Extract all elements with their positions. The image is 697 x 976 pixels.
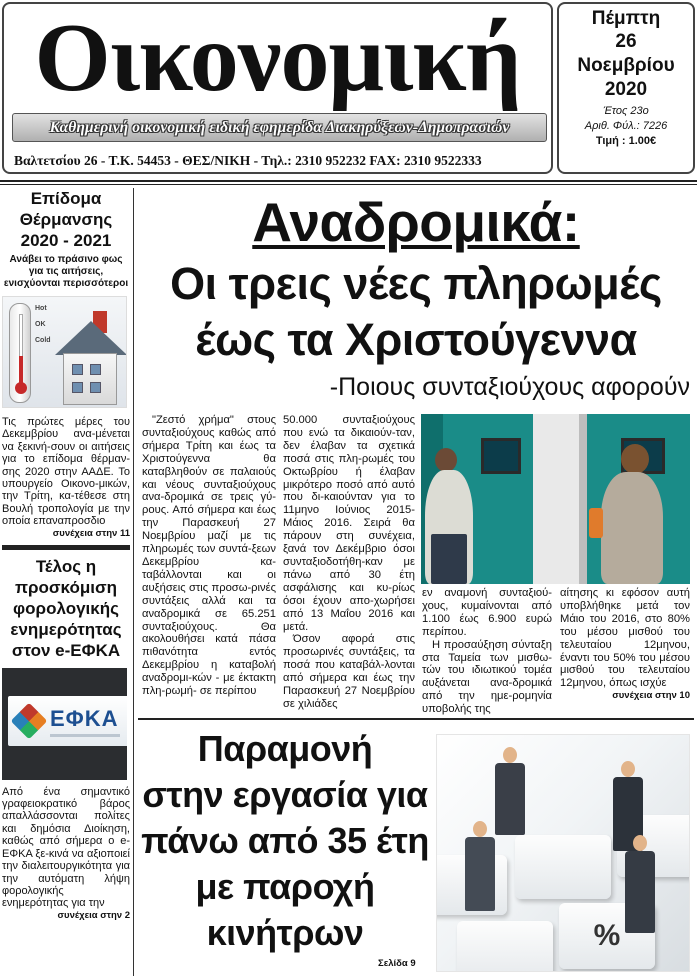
second-headline-line-3: πάνω από 35 έτη <box>141 820 429 861</box>
sidebar-story1-continued[interactable]: συνέχεια στην 11 <box>52 527 130 539</box>
sidebar-story1-text: Τις πρώτες μέρες του Δεκεμβρίου ανα-μένεται να ξεκινή-σουν οι αιτήσεις για το επίδομα θέρμαν-σης 2020 στην ΑΑΔΕ. Το υπουργείο Οικονο-μικών, την Τρίτη, κα-τέθεσε στη Βουλή τροπολογία με την οποία επαναπροσδιο <box>2 416 130 528</box>
house-roof-icon <box>55 321 127 355</box>
issue-date-box <box>557 2 695 174</box>
second-page-ref[interactable]: Σελίδα 9 <box>378 958 416 969</box>
lead-column-4 <box>560 587 690 703</box>
sidebar-story2-text: Από ένα σημαντικό γραφειοκρατικό βάρος απαλλάσσονται πολίτες και δημόσια Διοίκηση, καθώς από σήμερα ο e-ΕΦΚΑ ξε-κινά να αξιοποιεί την διαλειτουργικότητα για την αυτόματη λήψη φορολογικής ενημερότητας για την <box>2 785 130 910</box>
lead-column-2-text-b: Όσον αφορά στις προσωρινές συντάξεις, τα ποσά που καταβάλ-λονται από σήμερα και έως την Παρασκευή 27 Νοεμβρίου σε χιλιάδες <box>283 633 415 710</box>
lead-column-1 <box>142 414 276 698</box>
issue-edition-year: Έτος 23ο <box>603 105 649 117</box>
issue-number: Αριθ. Φύλ.: 7226 <box>584 120 668 132</box>
sidebar-story2-title: Τέλος η προσκόμιση φορολογικής ενημερότητας στον e-ΕΦΚΑ <box>10 556 122 660</box>
woman-at-atm <box>601 472 663 584</box>
lead-headline-line-2: έως τα Χριστούγεννα <box>195 314 637 365</box>
column-divider <box>133 188 134 976</box>
lead-kicker: Αναδρομικά: <box>252 191 580 253</box>
efka-sign-image <box>2 668 127 780</box>
issue-weekday: Πέμπτη <box>591 8 661 29</box>
second-headline-line-5: κινήτρων <box>206 912 364 953</box>
issue-year: 2020 <box>604 79 648 100</box>
lead-column-3-text-b: Η προσαύξηση σύνταξη στα Ταμεία των μισθω-τών του ιδιωτικού τομέα αυξάνεται ανα-δρομικά από την ημε-ρομηνία υποβολής της <box>422 638 552 716</box>
lead-column-3 <box>422 587 552 716</box>
percent-key: % <box>559 903 655 969</box>
lead-headline-line-1: Οι τρεις νέες πληρωμές <box>170 258 662 309</box>
second-headline <box>140 726 430 956</box>
second-headline-line-4: με παροχή <box>195 866 375 907</box>
lead-column-2 <box>283 414 415 711</box>
left-sidebar <box>2 188 130 922</box>
atm-screen <box>481 438 521 474</box>
businessmen-on-keyboard-image <box>436 734 690 972</box>
second-headline-line-2: στην εργασία για <box>142 774 428 815</box>
businessman-figure <box>625 851 655 933</box>
efka-sign-plate <box>8 696 127 746</box>
house-icon <box>63 353 117 405</box>
atm-photo <box>421 414 690 584</box>
lead-column-3-text: εν αναμονή συνταξιού-χους, κυμαίνονται από 1.100 έως 6.900 ευρώ περίπου. <box>422 587 552 638</box>
newspaper-tagline: Καθημερινή οικονομική ειδική εφημερίδα Διακηρύξεων-Δημοπρασιών <box>12 113 547 142</box>
lead-subheadline: -Ποιους συνταξιούχους αφορούν <box>329 373 690 401</box>
lead-continued[interactable]: συνέχεια στην 10 <box>612 690 690 702</box>
lead-column-2-text: 50.000 συνταξιούχους που ενώ τα δικαιούν-ταν, δεν έλαβαν τα σχετικά ποσά στις πλη-ρωμές του Οκτωβρίου ή έλαβαν μικρότερο ποσό από αυτό που δι-καιούνταν για το 11μηνο Ιούνιος 2015-Μάιος 2016. Σειρά θα πάρουν στη συνέχεια, ξανά τον Δεκέμβριο όσοι συνταξιοδοτήθη-καν με πάνω από 30 έτη ασφάλισης και κυ-ρίως όσοι έχουν απο-χωρήσει από 13 Μαΐου 2016 και μετά. <box>283 414 415 633</box>
sidebar-story1-subtitle: Ανάβει το πράσινο φως για τις αιτήσεις, ενισχύονται περισσότεροι <box>3 254 129 289</box>
businessman-figure <box>465 837 495 911</box>
handbag <box>589 508 603 538</box>
masthead <box>2 2 553 174</box>
header-divider <box>0 180 697 185</box>
businessman-figure <box>495 763 525 835</box>
thermometer-label-ok: OK <box>35 321 46 328</box>
sidebar-story1-title: Επίδομα Θέρμανσης 2020 - 2021 <box>19 189 113 250</box>
story-separator <box>138 718 694 720</box>
thermometer-icon <box>9 303 31 403</box>
issue-month: Νοεμβρίου <box>577 55 675 76</box>
newspaper-title: Οικονομική <box>34 4 521 112</box>
thermometer-label-hot: Hot <box>35 305 47 312</box>
thermometer-label-cold: Cold <box>35 337 51 344</box>
issue-price: Τιμή : 1.00€ <box>595 135 657 147</box>
thermometer-house-image <box>2 296 127 408</box>
issue-day-number: 26 <box>615 31 637 52</box>
second-headline-line-1: Παραμονή <box>197 728 373 769</box>
efka-logo-icon <box>11 702 48 739</box>
publisher-address: Βαλτετσίου 26 - Τ.Κ. 54453 - ΘΕΣ/ΝΙΚΗ - Τηλ.: 2310 952232 FAX: 2310 9522333 <box>14 153 482 168</box>
sidebar-separator <box>2 545 130 550</box>
lead-column-1-text: "Ζεστό χρήμα" στους συνταξιούχους καθώς από σήμερα Τρίτη και έως τα Χριστούγεννα θα καταβληθούν σε παλαιούς και νέους συνταξιούχους ανα-δρομικά σε τρεις γύ-ρους. Από σήμερα και έως την Παρασκευή 27 Νοεμβρίου μαζί με τις πληρωμές των συντά-ξεων Δεκεμβρίου κα-ταβάλλονται και οι αυξήσεις στις προσω-ρινές συντάξεις αλλά και τα αναδρομικά σε 65.251 συνταξιούχους. Θα ακολουθήσει κατά πάσα πιθανότητα εντός Δεκεμβρίου η καταβολή αναδρομι-κών - με έκτακτη πλη-ρωμή- σε περίπου <box>142 414 276 698</box>
sidebar-story2-continued[interactable]: συνέχεια στην 2 <box>57 909 130 921</box>
efka-sign-text: ΕΦΚΑ <box>50 705 119 731</box>
lead-column-4-text: αίτησης κι εφόσον αυτή υποβλήθηκε μετά τον Μάιο του 2016, στο 80% του μέσου μισθού του τελευταίου 12μηνου, έναντι του 50% του μέσου μισθού του τελευταίου 12μηνου, όπως ισχύε <box>560 587 690 690</box>
